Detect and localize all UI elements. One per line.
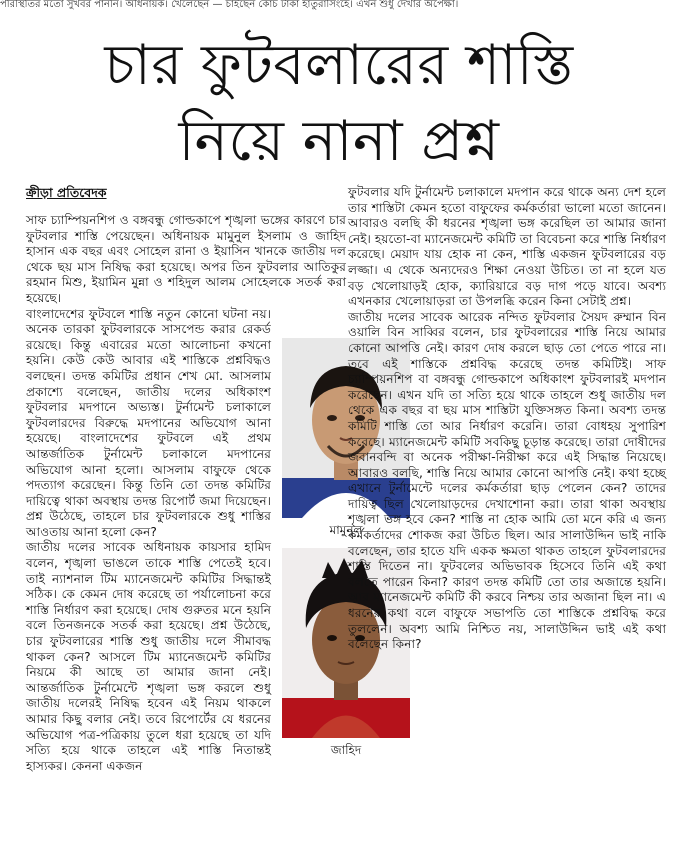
headline-line-2: নিয়ে নানা প্রশ্ন	[178, 109, 500, 174]
article-column-1	[26, 213, 346, 863]
column1-paragraph-2: বাংলাদেশের ফুটবলে শাস্তি নতুন কোনো ঘটনা নয়। অনেক তারকা ফুটবলারকে সাসপেন্ড করার রেকর্ড রয়েছে। কিন্তু এবারের মতো আলোচনা কখনো হয়নি। কেউ কেউ আবার এই শাস্তিকে প্রশ্নবিদ্ধও বলছেন। তদন্ত কমিটির প্রধান শেখ মো. আসলাম প্রকাশ্যে বলেছেন, জাতীয় দলের অধিকাংশ ফুটবলার মদপানে অভ্যস্ত। টুর্নামেন্ট চলাকালে ফুটবলারদের বিরুদ্ধে মদপানের অভিযোগ আনা হয়েছে। বাংলাদেশের ফুটবলে এই প্রথম আন্তর্জাতিক টুর্নামেন্ট চলাকালে মদপানের অভিযোগ আনা হলো। আসলাম বাফুফে থেকে পদত্যাগ করেছেন। কিন্তু তিনি তো তদন্ত কমিটির দায়িত্বে থাকা অবস্থায় তদন্ত রিপোর্ট জমা দিয়েছেন। প্রশ্ন উঠেছে, তাহলে চার ফুটবলারকে শুধু শাস্তির আওতায় আনা হলো কেন?	[26, 306, 271, 539]
column2-paragraph-2: জাতীয় দলের সাবেক আরেক নন্দিত ফুটবলার সৈয়দ রুম্মান বিন ওয়ালি বিন সাব্বির বলেন, চার ফুটবলারের শাস্তি নিয়ে আমার কোনো আপত্তি নেই। কারণ দোষ করলে ছাড় তো পেতে পারে না। তবে এই শাস্তিকে প্রশ্নবিদ্ধ করেছে তদন্ত কমিটিই। সাফ চ্যাম্পিয়নশিপ বা বঙ্গবন্ধু গোল্ডকাপে অধিকাংশ ফুটবলারই মদপান করেছেন। এখন যদি তা সত্যি হয়ে থাকে তাহলে শুধু জাতীয় দল থেকে এক বছর বা ছয় মাস শাস্তিটা যুক্তিসঙ্গত কিনা। অবশ্য তদন্ত কমিটি শাস্তি তো আর নির্ধারণ করেনি। তারা বোধহয় সুপারিশ করেছে। ম্যানেজমেন্ট কমিটি সবকিছু চূড়ান্ত করেছে। তারা দোষীদের জবানবন্দি বা অনেক পরীক্ষা-নিরীক্ষা করে এই সিদ্ধান্ত নিয়েছে। আবারও বলছি, শাস্তি নিয়ে আমার কোনো আপত্তি নেই। কথা হচ্ছে এখানে টুর্নামেন্টে দলের কর্মকর্তারা ছাড় পেলেন কেন? তাদের দায়িত্ব ছিল খেলোয়াড়দের দেখাশোনা করা। তারা থাকা অবস্থায় শৃঙ্খলা ভঙ্গ হবে কেন? শাস্তি না হোক আমি তো মনে করি এ জন্য কর্মকর্তাদের শোকজ করা উচিত ছিল। আর সালাউদ্দিন ভাই নাকি বলেছেন, তার হাতে যদি একক ক্ষমতা থাকত তাহলে ফুটবলারদের শাস্তি দিতেন না। ফুটবলের অভিভাবক হিসেবে তিনি এই কথা বলতে পারেন কিনা? কারণ তদন্ত কমিটি তো তার অজান্তে হয়নি। আর ম্যানেজমেন্ট কমিটি কী করবে নিশ্চয় তার অজানা ছিল না। এ ধরনের কথা বলে বাফুফে সভাপতি তো শাস্তিকে প্রশ্নবিদ্ধ করে তুললেন। অবশ্য আমি নিশ্চিত নয়, সালাউদ্দিন ভাই এই কথা বলেছেন কিনা?	[348, 309, 666, 652]
photo-caption-mamunul: মামুনুল	[329, 523, 363, 537]
headline	[0, 28, 678, 180]
column2-paragraph-1: ফুটবলার যদি টুর্নামেন্ট চলাকালে মদপান করে থাকে অন্য দেশ হলে তার শাস্তিটা কেমন হতো বাফুফের কর্মকর্তারা ভালো মতো জানেন। আবারও বলছি কী ধরনের শৃঙ্খলা ভঙ্গ করেছিল তা আমার জানা নেই। হয়তো-বা ম্যানেজমেন্ট কমিটি তা বিবেচনা করে শাস্তি নির্ধারণ করেছে। মেয়াদ যায় হোক না কেন, শাস্তি একজন ফুটবলারের বড় লজ্জা। এ থেকে অন্যদেরও শিক্ষা নেওয়া উচিত। তা না হলে যত বড় খেলোয়াড়ই হোক, ক্যারিয়ারে বড় দাগ পড়ে যাবে। অবশ্য এখনকার খেলোয়াড়রা তা উপলব্ধি করেন কিনা সেটাই প্রশ্ন।	[348, 185, 666, 309]
column1-paragraph-1: সাফ চ্যাম্পিয়নশিপ ও বঙ্গবন্ধু গোল্ডকাপে শৃঙ্খলা ভঙ্গের কারণে চার ফুটবলার শাস্তি পেয়েছেন। অধিনায়ক মামুনুল ইসলাম ও জাহিদ হাসান এক বছর এবং সোহেল রানা ও ইয়াসিন খানকে জাতীয় দল থেকে ছয় মাস নিষিদ্ধ করা হয়েছে। অপর তিন ফুটবলার আতিকুর রহমান মিশু, ইয়ামিন মুন্না ও শহিদুল আলম সোহেলকে সতর্ক করা হয়েছে।	[26, 213, 346, 305]
article-column-2	[348, 185, 666, 865]
headline-line-1: চার ফুটবলারের শাস্তি	[104, 33, 574, 98]
photo-caption-zahid: জাহিদ	[330, 743, 362, 757]
column1-paragraph-3: জাতীয় দলের সাবেক অধিনায়ক কায়সার হামিদ বলেন, শৃঙ্খলা ভাঙলে তাকে শাস্তি পেতেই হবে। তাই ন্যাশনাল টিম ম্যানেজমেন্ট কমিটির সিদ্ধান্তই সঠিক। কে কেমন দোষ করেছে তা পর্যালোচনা করে শাস্তি নির্ধারণ করা হয়েছে। দোষ গুরুতর মনে হয়নি বলে তিনজনকে সতর্ক করা হয়েছে। প্রশ্ন উঠেছে, চার ফুটবলারের শাস্তি শুধু জাতীয় দলে সীমাবদ্ধ থাকল কেন? আসলে টিম ম্যানেজমেন্ট কমিটির নিয়মে কী আছে তা আমার জানা নেই। আন্তর্জাতিক টুর্নামেন্টে শৃঙ্খলা ভঙ্গ করলে শুধু জাতীয় দলেরই নিষিদ্ধ হবেন এই নিয়ম থাকলে আমার কিছু বলার নেই। তবে রিপোর্টের যে ধরনের অভিযোগ পত্র-পত্রিকায় তুলে ধরা হয়েছে তা যদি সত্যি হয়ে থাকে তাহলে এই শাস্তি নিতান্তই হাস্যকর। কেননা একজন	[26, 540, 271, 773]
top-strip-text: পরিস্থিতির মতো সুখবর পাননি। অধিনায়ক। খেলেছেন — চাইছেন কোচ টাকা হাতুরাসিংহে। এখন শুধু দেখার অপেক্ষা।	[0, 0, 459, 10]
byline: ক্রীড়া প্রতিবেদক	[26, 185, 107, 200]
